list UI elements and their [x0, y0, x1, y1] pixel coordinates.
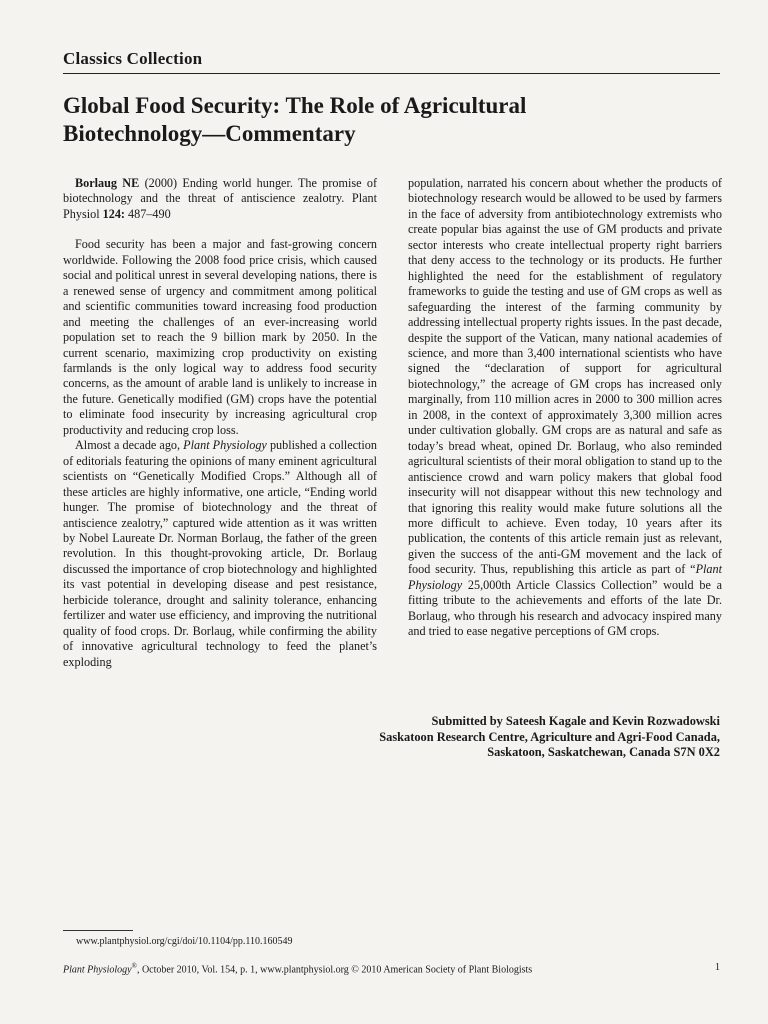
footer-citation-text: , October 2010, Vol. 154, p. 1, www.plantphysiol.org © 2010 American Society of Plant Biologists: [136, 964, 533, 976]
affiliation-line-1: Saskatoon Research Centre, Agriculture and Agri-Food Canada,: [379, 729, 720, 744]
header-rule: [63, 73, 720, 74]
article-title: [63, 92, 703, 148]
footnote-rule: [63, 930, 133, 931]
submitted-by: Submitted by Sateesh Kagale and Kevin Rozwadowski: [431, 714, 720, 728]
reference-author: Borlaug NE: [75, 176, 140, 190]
page-number: 1: [715, 962, 720, 973]
affiliation-line-2: Saskatoon, Saskatchewan, Canada S7N 0X2: [487, 745, 720, 759]
registered-mark: ®: [131, 962, 137, 970]
footer-journal: Plant Physiology: [63, 964, 132, 976]
left-column: [63, 176, 377, 670]
footer-citation: [63, 962, 532, 975]
paragraph-2-start: Almost a decade ago,: [75, 438, 184, 453]
paragraph-1: Food security has been a major and fast-growing concern worldwide. Following the 2008 food price crisis, which caused social and political unrest in several developing nations, there is a renewed sense of urgency and commitment among political and scientific communities toward increasing food production and meeting the challenges of an ever-increasing world population set to reach the 9 billion mark by 2050. In the current scenario, maximizing crop productivity on existing farmlands is the only logical way to address food security concerns, as the amount of arable land is unlikely to increase in the future. Genetically modified (GM) crops have the potential to eliminate food insecurity by increasing agricultural crop productivity and reducing crop loss.: [63, 237, 377, 437]
reference-citation: [63, 176, 377, 222]
title-line-2: Biotechnology—Commentary: [63, 121, 356, 146]
paragraph-3-rest: 25,000th Article Classics Collection” would be a fitting tribute to the achievements and efforts of the late Dr. Borlaug, who through his research and advocacy inspired many and tried to ease negative perceptions of GM crops.: [408, 577, 722, 639]
right-column: [408, 176, 722, 640]
section-label: Classics Collection: [63, 49, 203, 68]
page-footer: [63, 962, 720, 975]
paragraph-3-start: population, narrated his concern about whether the products of biotechnology research would be allowed to be used by farmers in the face of adversity from antibiotechnology extremists who create popular bias against the use of GM products and private sector interests who create intellectual property right barriers that deny access to the technology or its products. He further highlighted the need for the establishment of regulatory frameworks to guide the testing and use of GM crops as well as safeguarding the interest of the farming community by addressing intellectual property rights issues. In the past decade, despite the support of the Vatican, many national academies of science, and more than 3,400 international scientists who have signed the “declaration of support for agricultural biotechnology,” the acreage of GM crops has increased only marginally, from 110 million acres in 2000 to 300 million acres in 2008, in the context of approximately 3,300 million acres under cultivation globally. GM crops are as natural and safe as today’s bread wheat, opined Dr. Borlaug, who also reminded agricultural scientists of their moral obligation to stand up to the antiscience crowd and warn policy makers that global food insecurity will not disappear without this new technology and that ignoring this reality would make future solutions all the more difficult to achieve. Even today, 10 years after its publication, the contents of this article remain just as relevant, given the success of the anti-GM movement and the lack of food security. Thus, republishing this article as part of “: [408, 176, 722, 577]
paragraph-3: [408, 176, 722, 640]
title-line-1: Global Food Security: The Role of Agricultural: [63, 93, 527, 118]
reference-volume: 124:: [102, 206, 125, 221]
paragraph-2-rest: published a collection of editorials featuring the opinions of many eminent agricultural scientists on “Genetically Modified Crops.” Although all of these articles are highly informative, one article, “Ending world hunger. The promise of biotechnology and the threat of antiscience zealotry,” captured wide attention as it was written by Nobel Laureate Dr. Norman Borlaug, the father of the green revolution. In this thought-provoking article, Dr. Borlaug discussed the importance of crop biotechnology and highlighted its vast potential in developing disease and pest resistance, herbicide tolerance, drought and salinity tolerance, enhancing fertilizer and water use efficiency, and improving the nutritional quality of food crops. Dr. Borlaug, while confirming the ability of innovative agricultural technology to feed the planet’s exploding: [63, 438, 377, 669]
paragraph-2: [63, 438, 377, 670]
journal-name: Plant Physiology: [183, 438, 267, 453]
journal-name: Plant Physiology: [408, 562, 722, 592]
reference-text: (2000) Ending world hunger. The promise of biotechnology and the threat of antiscience zealotry. Plant Physiol: [63, 176, 377, 221]
reference-pages: 487–490: [124, 206, 171, 221]
submission-credit: [300, 714, 720, 761]
doi-link[interactable]: www.plantphysiol.org/cgi/doi/10.1104/pp.110.160549: [76, 936, 293, 947]
